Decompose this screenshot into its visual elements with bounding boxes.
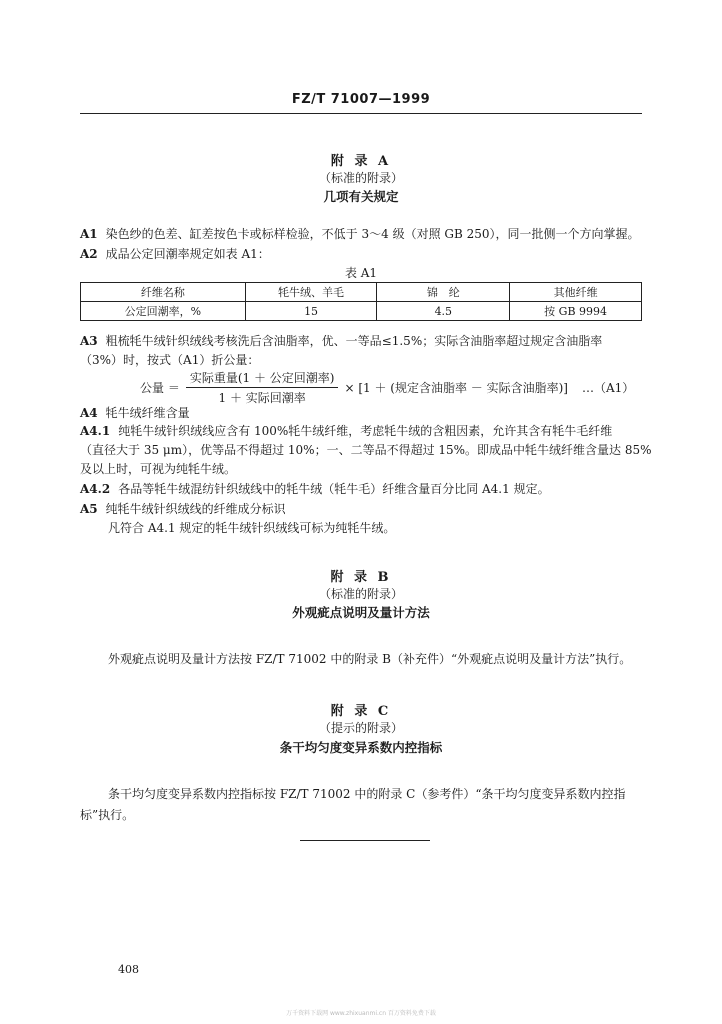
- clause-a41-line1: [80, 422, 612, 439]
- clause-a1-label: A1: [80, 227, 98, 241]
- clause-a42-text: 各品等牦牛绒混纺针织绒线中的牦牛绒（牦牛毛）纤维含量百分比同 A4.1 规定。: [118, 482, 550, 496]
- clause-a41-label: A4.1: [80, 424, 111, 438]
- clause-a3-text: 粗梳牦牛绒针织绒线考核洗后含油脂率，优、一等品≤1.5%；实际含油脂率超过规定含油脂率: [105, 334, 603, 348]
- formula-rest: × [1 ＋ (规定含油脂率 － 实际含油脂率)]: [344, 381, 568, 395]
- clause-a2: [80, 245, 270, 262]
- clause-a5-label: A5: [80, 502, 98, 516]
- clause-a3-label: A3: [80, 334, 98, 348]
- clause-a4-title: 牦牛绒纤维含量: [105, 406, 190, 420]
- appendix-a-heading: 几项有关规定: [323, 189, 399, 204]
- table-header-cell: 牦牛绒、羊毛: [245, 283, 377, 302]
- page-number: 408: [118, 963, 139, 976]
- appendix-c-heading: 条干均匀度变异系数内控指标: [279, 740, 443, 755]
- clause-a42: [80, 480, 550, 497]
- table-cell: 15: [245, 302, 377, 321]
- clause-a4: [80, 404, 190, 421]
- formula-fraction: [186, 369, 339, 406]
- appendix-b-heading: 外观疵点说明及量计方法: [292, 605, 430, 620]
- running-header: FZ/T 71007—1999: [291, 92, 431, 107]
- footer-watermark: 万千资料下载网 www.zhixuanmi.cn 百万资料免费下载: [286, 1010, 436, 1017]
- clause-a5-text: 凡符合 A4.1 规定的牦牛绒针织绒线可标为纯牦牛绒。: [108, 521, 396, 535]
- table-cell: 按 GB 9994: [510, 302, 642, 321]
- appendix-c-body-line2: 标”执行。: [80, 808, 135, 822]
- clause-a4-label: A4: [80, 406, 98, 420]
- table-header-row: [81, 283, 642, 302]
- moisture-regain-table: [80, 282, 642, 321]
- clause-a42-label: A4.2: [80, 482, 111, 496]
- appendix-c-body-line1: 条干均匀度变异系数内控指标按 FZ/T 71002 中的附录 C（参考件）“条干均匀度变异系数内控指: [108, 787, 626, 801]
- table-header-cell: 其他纤维: [510, 283, 642, 302]
- appendix-c-title: 附 录 C: [330, 704, 392, 719]
- appendix-b-body: 外观疵点说明及量计方法按 FZ/T 71002 中的附录 B（补充件）“外观疵点说明及量计方法”执行。: [108, 652, 632, 666]
- formula-denominator: 1 ＋ 实际回潮率: [218, 391, 306, 405]
- end-rule: [300, 840, 430, 841]
- table-header-cell: 锦 纶: [377, 283, 510, 302]
- appendix-b-title: 附 录 B: [330, 570, 392, 585]
- formula-a1: [140, 369, 634, 406]
- table-row: [81, 302, 642, 321]
- table-caption: 表 A1: [344, 266, 378, 280]
- appendix-c-subtitle: （提示的附录）: [318, 721, 403, 735]
- table-cell: 4.5: [377, 302, 510, 321]
- formula-label: …（A1）: [581, 381, 635, 395]
- header-rule: [80, 113, 642, 114]
- clause-a1: [80, 225, 640, 242]
- appendix-a-subtitle: （标准的附录）: [318, 171, 403, 185]
- formula-numerator: 实际重量(1 ＋ 公定回潮率): [186, 369, 339, 388]
- table-cell: 公定回潮率，%: [81, 302, 246, 321]
- clause-a2-label: A2: [80, 247, 98, 261]
- clause-a5: [80, 500, 286, 517]
- clause-a2-text: 成品公定回潮率规定如表 A1：: [105, 247, 270, 261]
- clause-a41-line3: 及以上时，可视为纯牦牛绒。: [80, 462, 237, 476]
- clause-a41-text: 纯牦牛绒针织绒线应含有 100%牦牛绒纤维，考虑牦牛绒的含粗因素，允许其含有牦牛毛纤维: [118, 424, 613, 438]
- clause-a41-line2: （直径大于 35 μm），优等品不得超过 10%；一、二等品不得超过 15%。即成品中牦牛绒纤维含量达 85%: [80, 443, 652, 457]
- table-header-cell: 纤维名称: [81, 283, 246, 302]
- appendix-b-subtitle: （标准的附录）: [318, 587, 403, 601]
- clause-a3-line1: [80, 332, 602, 349]
- appendix-a-title: 附 录 A: [330, 154, 392, 169]
- clause-a1-text: 染色纱的色差、缸差按色卡或标样检验，不低于 3～4 级（对照 GB 250），同一批侧一个方向掌握。: [105, 227, 640, 241]
- clause-a3-line2: （3%）时，按式（A1）折公量：: [80, 353, 260, 367]
- formula-lhs: 公量 ＝: [140, 381, 180, 395]
- clause-a5-title: 纯牦牛绒针织绒线的纤维成分标识: [105, 502, 286, 516]
